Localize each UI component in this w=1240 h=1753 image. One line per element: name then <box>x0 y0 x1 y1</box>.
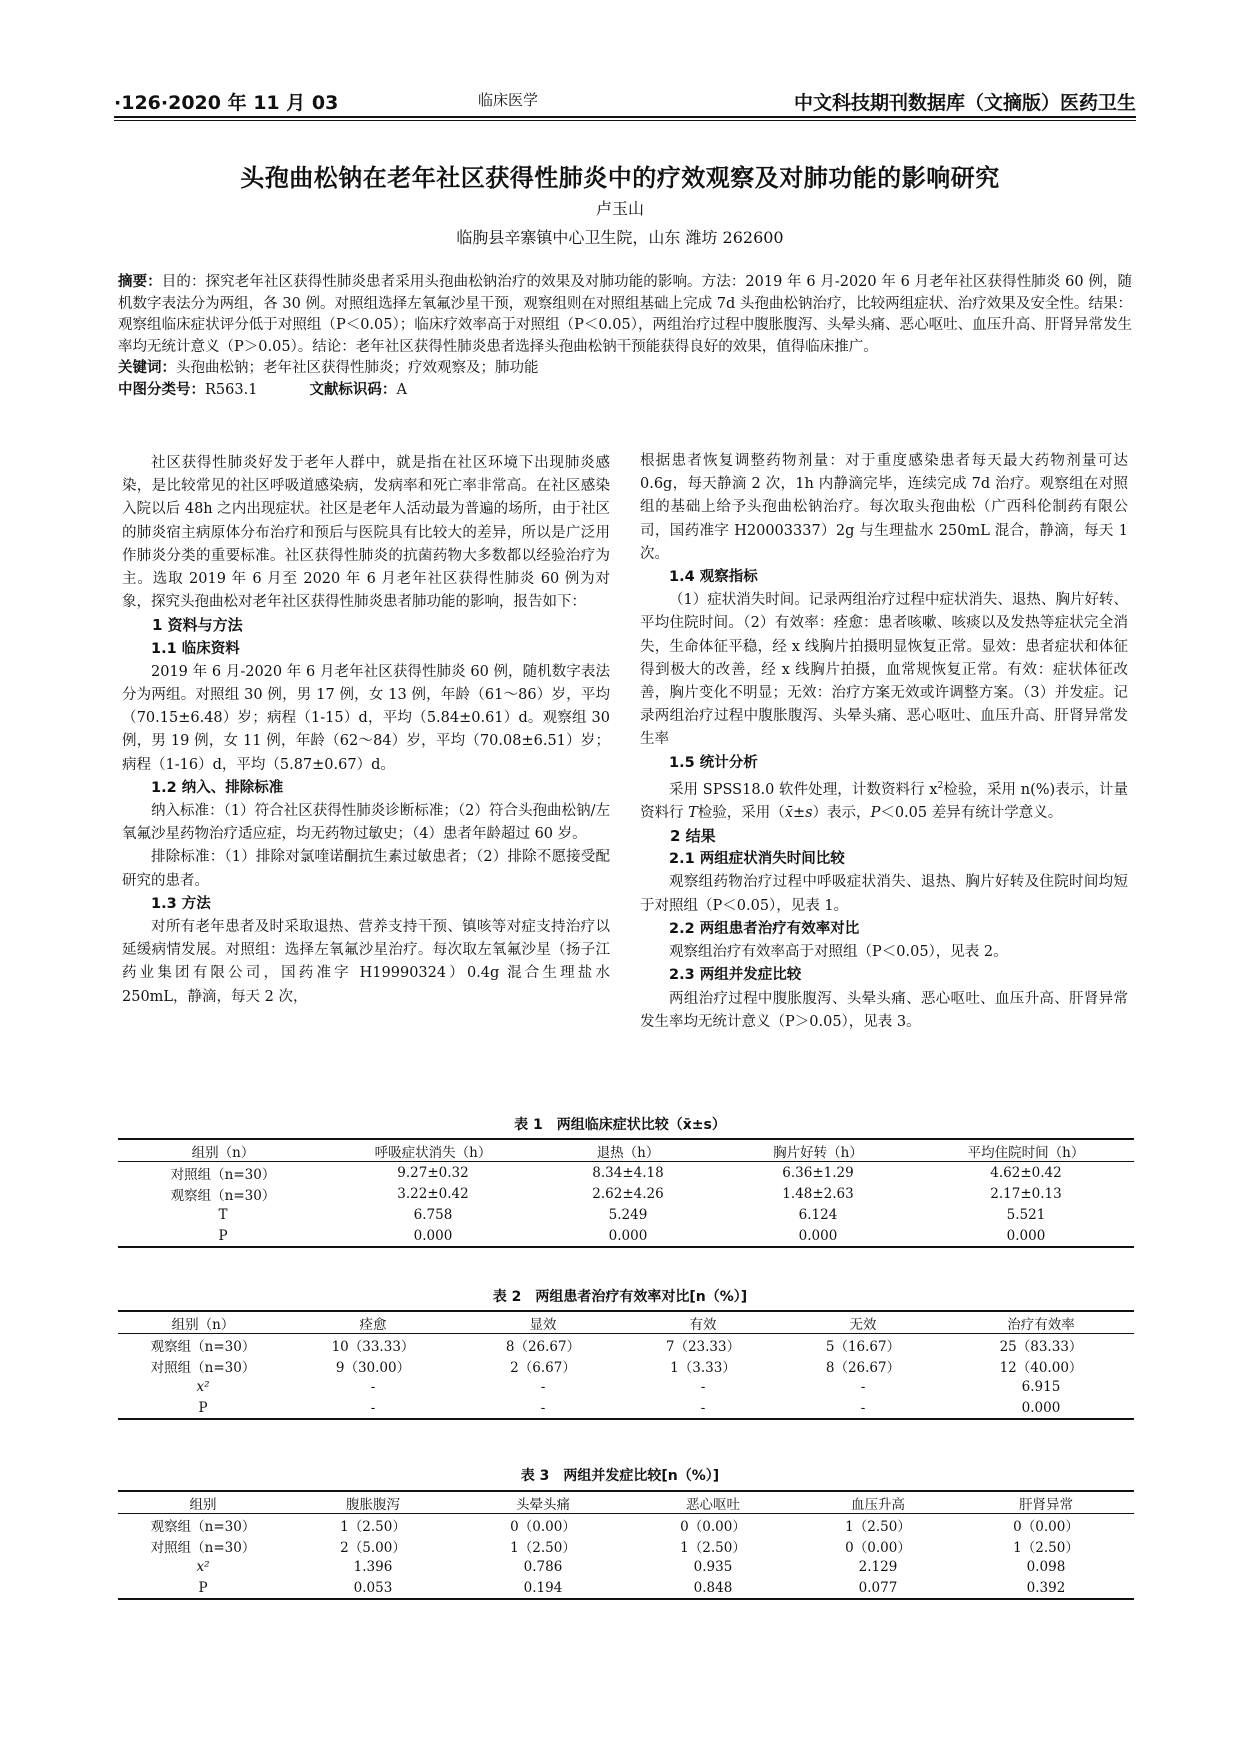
article-title: 头孢曲松钠在老年社区获得性肺炎中的疗效观察及对肺功能的影响研究 <box>240 164 1000 192</box>
table-cell: 0.000 <box>1021 1399 1061 1416</box>
doc-code-label: 文献标识码： <box>309 381 397 398</box>
section-1-5-heading: 1.5 统计分析 <box>669 754 758 771</box>
section-1-4-text: （1）症状消失时间。记录两组治疗过程中症状消失、退热、胸片好转、平均住院时间。（2）有效率：痊愈：患者咳嗽、咳痰以及发热等症状完全消失，生命体征平稳，经 x 线胸片拍摄明显恢复正常。显效：患者症状和体征得到极大的改善，经 x 线胸片拍摄，血常规恢复正常。有效：症状体征改善，胸片变化不明显；无效：治疗方案无效或许调整方案。（3）并发症。记录两组治疗过程中腹胀腹泻、头晕头痛、恶心呕吐、血压升高、肝肾异常发生率 <box>640 592 1128 748</box>
section-2-1-heading: 2.1 两组症状消失时间比较 <box>669 851 845 868</box>
table-cell: 6.36±1.29 <box>782 1164 854 1181</box>
table-cell: 0.098 <box>1026 1558 1066 1575</box>
table-cell: 4.62±0.42 <box>990 1164 1062 1181</box>
table-cell: - <box>860 1399 866 1416</box>
table-cell: 5.521 <box>1006 1206 1046 1223</box>
table-row <box>118 1535 1134 1556</box>
table-cell: - <box>370 1378 376 1395</box>
table-3-header-cell: 恶心呕吐 <box>686 1496 740 1513</box>
table-3-header-cell: 头晕头痛 <box>516 1496 570 1513</box>
table-1-header-cell: 平均住院时间（h） <box>967 1144 1085 1161</box>
table-row <box>118 1577 1134 1599</box>
table-cell: 1.48±2.63 <box>782 1185 854 1202</box>
table-1-header-cell: 组别（n） <box>191 1144 255 1161</box>
table-cell: 8.34±4.18 <box>592 1164 664 1181</box>
table-row <box>118 1162 1134 1184</box>
section-1-3-continued: 根据患者恢复调整药物剂量：对于重度感染患者每天最大药物剂量可达 0.6g，每天静滴 2 次，1h 内静滴完毕，连续完成 7d 治疗。观察组在对照组的基础上给予头孢曲松钠治疗。每次取头孢曲松（广西科伦制药有限公司，国药准字 H20003337）2g 与生理盐水 250mL 混合，静滴，每天 1 次。 <box>640 453 1128 562</box>
doc-code-value: A <box>396 381 407 398</box>
table-2 <box>118 1310 1134 1420</box>
table-row <box>118 1355 1134 1376</box>
table-cell: 12（40.00） <box>999 1359 1083 1376</box>
body-column-right <box>640 450 1128 1034</box>
table-cell: 7（23.33） <box>665 1338 741 1355</box>
table-cell: - <box>700 1399 706 1416</box>
table-cell: 0.194 <box>523 1579 563 1596</box>
clc-label: 中图分类号： <box>118 381 205 398</box>
clc-value: R563.1 <box>205 381 258 398</box>
section-2-heading: 2 结果 <box>670 827 716 846</box>
header-section: 临床医学 <box>478 91 539 109</box>
table-row <box>118 1334 1134 1356</box>
table-row <box>118 1225 1134 1247</box>
table-cell: 2（6.67） <box>510 1359 576 1376</box>
table-cell: 1（2.50） <box>1013 1539 1079 1556</box>
table-cell: - <box>370 1399 376 1416</box>
stats-t-symbol: T <box>688 804 698 821</box>
table-cell: 1（2.50） <box>845 1518 911 1535</box>
inclusion-criteria: 纳入标准：（1）符合社区获得性肺炎诊断标准；（2）符合头孢曲松钠/左氧氟沙星药物治疗适应症，均无药物过敏史；（4）患者年龄超过 60 岁。 <box>122 803 610 843</box>
table-cell: 6.758 <box>413 1206 453 1223</box>
table-2-header-cell: 无效 <box>849 1316 877 1333</box>
table-cell: 3.22±0.42 <box>397 1185 469 1202</box>
table-cell: 2.129 <box>858 1558 898 1575</box>
table-cell: 0.935 <box>693 1558 733 1575</box>
table-3-header-cell: 腹胀腹泻 <box>346 1496 400 1513</box>
table-cell: 10（33.33） <box>331 1338 415 1355</box>
stats-text-b: 检验，采用 n(%)表示，计量资料行 <box>640 781 1128 821</box>
header-rule-thin <box>114 120 1136 121</box>
table-cell: 0（0.00） <box>680 1518 746 1535</box>
table-row <box>118 1183 1134 1204</box>
table-1-header-cell: 胸片好转（h） <box>773 1144 863 1161</box>
table-cell: 0.053 <box>353 1579 393 1596</box>
header-page-date: ·126·2020 年 11 月 03 <box>114 92 339 114</box>
table-3-header-cell: 肝肾异常 <box>1019 1496 1073 1513</box>
table-cell: - <box>700 1378 706 1395</box>
section-1-5-text <box>640 775 1128 825</box>
table-cell: 观察组（n=30） <box>150 1518 256 1535</box>
stats-p-symbol: P <box>870 804 881 821</box>
stats-mean-sd-symbol: x̄±s <box>784 804 813 821</box>
keywords-line <box>118 358 1132 380</box>
table-cell: 5.249 <box>608 1206 648 1223</box>
table-cell: 5（16.67） <box>825 1338 901 1355</box>
header-journal: 中文科技期刊数据库（文摘版）医药卫生 <box>793 92 1136 114</box>
section-2-3-heading: 2.3 两组并发症比较 <box>669 967 802 984</box>
table-1-header-cell: 退热（h） <box>596 1144 660 1161</box>
table-cell: 0.000 <box>1006 1227 1046 1244</box>
table-2-header-row <box>118 1311 1134 1334</box>
abstract-text: 目的：探究老年社区获得性肺炎患者采用头孢曲松钠治疗的效果及对肺功能的影响。方法：2019 年 6 月-2020 年 6 月老年社区获得性肺炎 60 例，随机数字表法分为两组，各 30 例。对照组选择左氧氟沙星干预，观察组则在对照组基础上完成 7d 头孢曲松钠治疗，比较两组症状、治疗效果及安全性。结果：观察组临床症状评分低于对照组（P＜0.05）；临床疗效率高于对照组（P＜0.05），两组治疗过程中腹胀腹泻、头晕头痛、恶心呕吐、血压升高、肝肾异常发生率均无统计意义（P＞0.05）。结论：老年社区获得性肺炎患者选择头孢曲松钠干预能获得良好的效果，值得临床推广。 <box>118 274 1132 355</box>
table-2-header-cell: 组别（n） <box>171 1316 235 1333</box>
article-author: 卢玉山 <box>595 199 644 218</box>
table-cell: 8（26.67） <box>505 1338 581 1355</box>
intro-paragraph: 社区获得性肺炎好发于老年人群中，就是指在社区环境下出现肺炎感染，是比较常见的社区呼吸道感染病，发病率和死亡率非常高。在社区感染入院以后 48h 之内出现症状。社区是老年人活动最为普遍的场所，由于社区的肺炎宿主病原体分布治疗和预后与医院具有比较大的差异，所以是广泛用作肺炎分类的重要标准。社区获得性肺炎的抗菌药物大多数都以经验治疗为主。选取 2019 年 6 月至 2020 年 6 月老年社区获得性肺炎 60 例为对象，探究头孢曲松对老年社区获得性肺炎患者肺功能的影响，报告如下： <box>122 455 610 611</box>
header-rule-thick <box>114 116 1136 118</box>
section-1-3-text: 对所有老年患者及时采取退热、营养支持干预、镇咳等对症支持治疗以延缓病情发展。对照组：选择左氧氟沙星治疗。每次取左氧氟沙星（扬子江药业集团有限公司，国药准字 H19990324）0.4g 混合生理盐水 250mL，静滴，每天 2 次， <box>122 919 610 1005</box>
table-cell: 2.62±4.26 <box>592 1185 664 1202</box>
running-header <box>114 86 1136 120</box>
section-1-4-heading: 1.4 观察指标 <box>669 569 758 586</box>
table-cell: P <box>218 1227 228 1244</box>
table-cell: 对照组（n=30） <box>170 1166 276 1183</box>
section-1-heading: 1 资料与方法 <box>152 616 243 635</box>
table-2-header-cell: 痊愈 <box>359 1316 387 1333</box>
exclusion-criteria: 排除标准：（1）排除对氯喹诺酮抗生素过敏患者；（2）排除不愿接受配研究的患者。 <box>122 849 610 889</box>
stats-text-a: 采用 SPSS18.0 软件处理，计数资料行 x <box>669 781 938 798</box>
table-cell: 2.17±0.13 <box>990 1185 1062 1202</box>
table-cell: x² <box>196 1558 210 1575</box>
section-1-1-text: 2019 年 6 月-2020 年 6 月老年社区获得性肺炎 60 例，随机数字表法分为两组。对照组 30 例，男 17 例，女 13 例，年龄（61～86）岁，平均（70.15±6.48）岁；病程（1-15）d，平均（5.84±0.61）d。观察组 30 例，男 19 例，女 11 例，年龄（62～84）岁，平均（70.08±6.51）岁；病程（1-16）d，平均（5.87±0.67）d。 <box>122 663 610 773</box>
article-affiliation: 临朐县辛寨镇中心卫生院，山东 潍坊 262600 <box>456 228 784 247</box>
stats-text-c: 检验，采用（ <box>697 804 785 821</box>
table-1-caption: 表 1 两组临床症状比较（x̄±s） <box>514 1117 726 1133</box>
table-cell: 0.000 <box>608 1227 648 1244</box>
table-3-header-row <box>118 1491 1134 1514</box>
table-3-header-cell: 血压升高 <box>851 1496 905 1513</box>
table-1-header-cell: 呼吸症状消失（h） <box>374 1144 492 1161</box>
body-column-left <box>122 452 610 1009</box>
stats-text-e: ＜0.05 差异有统计学意义。 <box>880 804 1063 821</box>
table-row <box>118 1556 1134 1577</box>
table-cell: 1（2.50） <box>510 1539 576 1556</box>
table-1 <box>118 1138 1134 1248</box>
section-1-2-heading: 1.2 纳入、排除标准 <box>151 779 284 796</box>
table-row <box>118 1397 1134 1419</box>
table-cell: 0.392 <box>1026 1579 1066 1596</box>
classification-line <box>118 380 1132 402</box>
table-cell: - <box>860 1378 866 1395</box>
table-cell: 0.077 <box>858 1579 898 1596</box>
table-2-header-cell: 治疗有效率 <box>1007 1316 1075 1333</box>
table-3-caption: 表 3 两组并发症比较[n（%）] <box>520 1468 720 1484</box>
section-2-3-text: 两组治疗过程中腹胀腹泻、头晕头痛、恶心呕吐、血压升高、肝肾异常发生率均无统计意义（P＞0.05），见表 3。 <box>640 990 1128 1030</box>
table-2-header-cell: 显效 <box>529 1316 557 1333</box>
table-cell: T <box>218 1206 228 1223</box>
table-cell: 1（2.50） <box>340 1518 406 1535</box>
table-cell: 0.000 <box>798 1227 838 1244</box>
abstract-label: 摘要： <box>118 274 162 290</box>
table-cell: 0.786 <box>523 1558 563 1575</box>
table-row <box>118 1376 1134 1397</box>
table-cell: 观察组（n=30） <box>150 1338 256 1355</box>
table-cell: 25（83.33） <box>999 1338 1083 1355</box>
stats-superscript: 2 <box>937 780 944 791</box>
table-cell: 1（2.50） <box>680 1539 746 1556</box>
table-cell: 1.396 <box>353 1558 393 1575</box>
stats-text-d: ）表示， <box>812 804 871 821</box>
table-row <box>118 1514 1134 1536</box>
table-cell: 0.000 <box>413 1227 453 1244</box>
keywords-text: 头孢曲松钠；老年社区获得性肺炎；疗效观察及；肺功能 <box>176 360 539 376</box>
table-cell: 观察组（n=30） <box>170 1187 276 1204</box>
table-cell: 0（0.00） <box>510 1518 576 1535</box>
table-cell: x² <box>196 1378 210 1395</box>
table-3 <box>118 1490 1134 1600</box>
table-cell: P <box>198 1579 208 1596</box>
abstract-paragraph <box>118 272 1132 358</box>
table-row <box>118 1204 1134 1225</box>
table-cell: 0.848 <box>693 1579 733 1596</box>
table-cell: 2（5.00） <box>340 1539 406 1556</box>
table-3-header-cell: 组别 <box>189 1496 217 1513</box>
table-cell: 6.915 <box>1021 1378 1061 1395</box>
table-cell: 9.27±0.32 <box>397 1164 469 1181</box>
section-2-2-text: 观察组治疗有效率高于对照组（P＜0.05），见表 2。 <box>669 944 1008 961</box>
section-1-1-heading: 1.1 临床资料 <box>151 640 240 657</box>
table-cell: - <box>540 1399 546 1416</box>
table-2-caption: 表 2 两组患者治疗有效率对比[n（%）] <box>492 1289 748 1305</box>
section-1-3-heading: 1.3 方法 <box>151 895 211 912</box>
table-cell: - <box>540 1378 546 1395</box>
keywords-label: 关键词： <box>118 360 176 376</box>
section-2-2-heading: 2.2 两组患者治疗有效率对比 <box>669 920 860 937</box>
table-cell: 6.124 <box>798 1206 838 1223</box>
table-cell: 9（30.00） <box>335 1359 411 1376</box>
table-cell: 对照组（n=30） <box>150 1359 256 1376</box>
table-cell: 0（0.00） <box>1013 1518 1079 1535</box>
table-cell: 0（0.00） <box>845 1539 911 1556</box>
abstract-block <box>118 272 1132 401</box>
table-cell: 1（3.33） <box>670 1359 736 1376</box>
section-2-1-text: 观察组药物治疗过程中呼吸症状消失、退热、胸片好转及住院时间均短于对照组（P＜0.05），见表 1。 <box>640 874 1128 914</box>
table-2-header-cell: 有效 <box>689 1316 717 1333</box>
table-cell: P <box>198 1399 208 1416</box>
table-cell: 8（26.67） <box>825 1359 901 1376</box>
table-cell: 对照组（n=30） <box>150 1539 256 1556</box>
table-1-header-row <box>118 1139 1134 1162</box>
